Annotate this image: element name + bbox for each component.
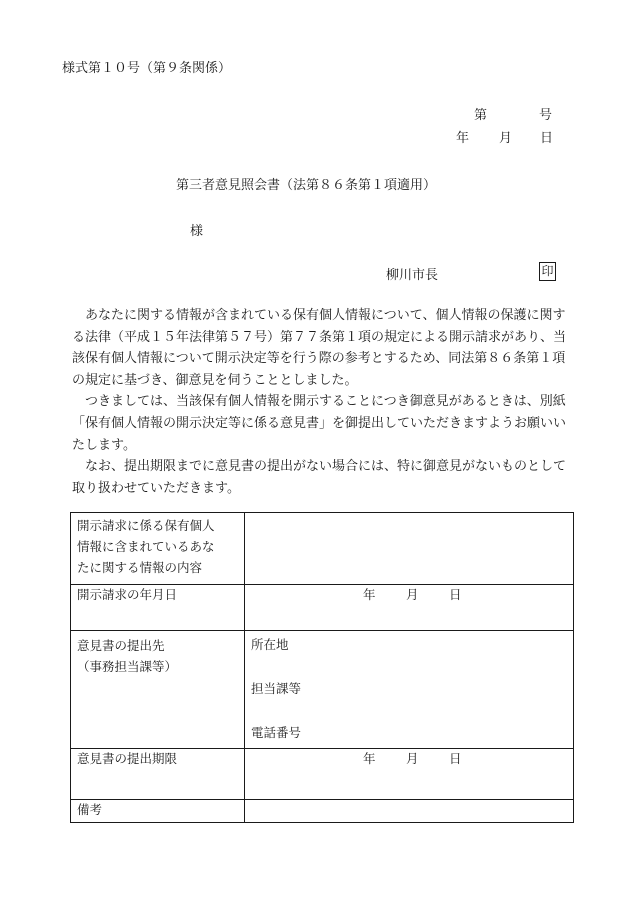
request-date-day: 日 bbox=[449, 587, 462, 602]
submission-deadline-value[interactable] bbox=[245, 749, 574, 800]
addressee-suffix: 様 bbox=[190, 224, 204, 239]
sender-name: 柳川市長 bbox=[386, 268, 439, 283]
document-title: 第三者意見照会書（法第８６条第１項適用） bbox=[176, 178, 437, 193]
deadline-month: 月 bbox=[406, 751, 419, 766]
table-row bbox=[71, 585, 574, 631]
info-content-label: 開示請求に係る保有個人 情報に含まれているあな たに関する情報の内容 bbox=[71, 513, 245, 585]
body-text bbox=[72, 305, 578, 499]
seal-mark: 印 bbox=[539, 262, 556, 281]
paragraph-1: あなたに関する情報が含まれている保有個人情報について、個人情報の保護に関する法律（平成１５年法律第５７号）第７７条第１項の規定による開示請求があり、当該保有個人情報について開示決定等を行う際の参考とするため、同法第８６条第１項の規定に基づき、御意見を伺うこととしました。 bbox=[72, 308, 567, 388]
table-row bbox=[71, 631, 574, 749]
department-field-label: 担当課等 bbox=[251, 681, 302, 696]
deadline-year: 年 bbox=[363, 751, 376, 766]
date-month-label: 月 bbox=[499, 131, 513, 146]
deadline-day: 日 bbox=[449, 751, 462, 766]
phone-field-label: 電話番号 bbox=[251, 725, 302, 740]
table-row bbox=[71, 749, 574, 800]
table-row bbox=[71, 800, 574, 823]
document-number-prefix: 第 bbox=[474, 108, 488, 123]
paragraph-3: なお、提出期限までに意見書の提出がない場合には、特に御意見がないものとして取り扱わせていただきます。 bbox=[72, 459, 567, 496]
document-number-suffix: 号 bbox=[539, 108, 553, 123]
date-year-label: 年 bbox=[456, 131, 470, 146]
remarks-label: 備考 bbox=[71, 800, 245, 823]
submission-deadline-label: 意見書の提出期限 bbox=[71, 749, 245, 800]
request-date-label: 開示請求の年月日 bbox=[71, 585, 245, 631]
info-content-value[interactable] bbox=[245, 513, 574, 585]
remarks-value[interactable] bbox=[245, 800, 574, 823]
submission-destination-label: 意見書の提出先 （事務担当課等） bbox=[71, 631, 245, 749]
form-number: 様式第１０号（第９条関係） bbox=[62, 61, 232, 76]
request-date-month: 月 bbox=[406, 587, 419, 602]
submission-destination-value[interactable] bbox=[245, 631, 574, 749]
paragraph-2: つきましては、当該保有個人情報を開示することにつき御意見があるときは、別紙「保有個人情報の開示決定等に係る意見書」を御提出していただきますようお願いいたします。 bbox=[72, 394, 567, 453]
address-field-label: 所在地 bbox=[251, 637, 289, 652]
table-row bbox=[71, 513, 574, 585]
request-date-year: 年 bbox=[363, 587, 376, 602]
date-day-label: 日 bbox=[540, 131, 554, 146]
info-table bbox=[70, 512, 574, 823]
request-date-value[interactable] bbox=[245, 585, 574, 631]
